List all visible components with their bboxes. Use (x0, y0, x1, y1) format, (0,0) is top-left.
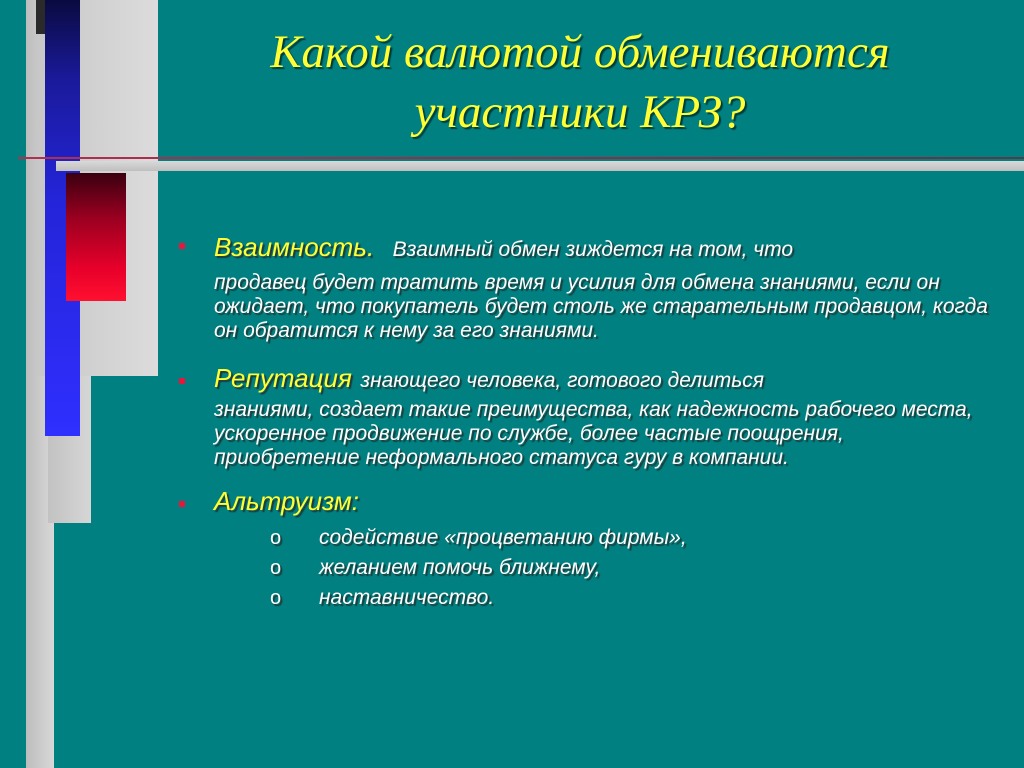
bullet-list (172, 228, 992, 613)
sub-bullet-list (214, 523, 992, 613)
slide-title-line-2: участники КРЗ? (414, 86, 746, 138)
bullet-item-reputation (172, 363, 992, 470)
bullet-item-reciprocity (172, 228, 992, 343)
sub-bullet-item (214, 553, 992, 583)
bullet-lead: Взаимность. (214, 232, 375, 262)
sub-bullet-item (214, 523, 992, 553)
bullet-text-first: знающего человека, готового делиться (360, 369, 765, 392)
bullet-text-rest: продавец будет тратить время и усилия для обмена знаниями, если он ожидает, что покупатель будет столь же старательным продавцом, когда он обратится к нему за его знаниями. (214, 271, 988, 342)
bullet-text-rest: знаниями, создает такие преимущества, как надежность рабочего места, ускоренное продвижение по службе, более частые поощрения, приобретение неформального статуса гуру в компании. (214, 398, 973, 469)
square-bullet-icon (179, 243, 185, 249)
bullet-first-line (214, 228, 992, 271)
decorative-red-block (66, 173, 126, 301)
slide-title-line-1: Какой валютой обмениваются (270, 26, 890, 78)
bullet-first-line (214, 486, 992, 517)
decorative-title-underline-shadow (56, 161, 1024, 171)
sub-bullet-text: содействие «процветанию фирмы», (319, 526, 687, 549)
circle-bullet-icon: o (270, 587, 282, 609)
sub-bullet-text: желанием помочь ближнему, (319, 556, 601, 579)
bullet-first-line (214, 363, 992, 398)
bullet-text-first: Взаимный обмен зиждется на том, что (392, 238, 794, 261)
circle-bullet-icon: o (270, 527, 282, 549)
bullet-lead: Альтруизм: (214, 486, 359, 516)
square-bullet-icon (179, 501, 185, 507)
sub-bullet-text: наставничество. (319, 586, 495, 609)
bullet-lead: Репутация (214, 363, 352, 393)
square-bullet-icon (179, 378, 185, 384)
slide-title (150, 22, 1010, 142)
sub-bullet-item (214, 583, 992, 613)
circle-bullet-icon: o (270, 557, 282, 579)
bullet-item-altruism (172, 486, 992, 613)
decorative-title-underline (18, 157, 1024, 159)
